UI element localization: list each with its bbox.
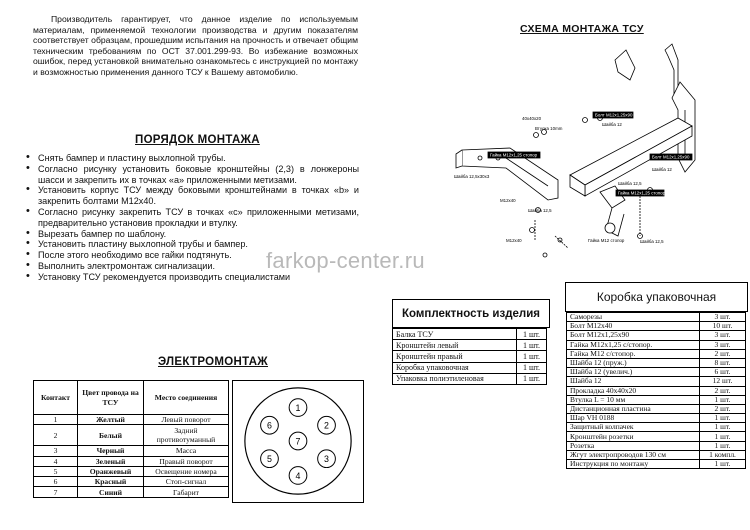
pin-cell: 4 — [34, 456, 78, 466]
scheme-label: Шайба 12,5х30х3 — [454, 174, 490, 179]
qty-cell: 12 шт. — [700, 377, 746, 386]
scheme-label: Шайба 12 — [652, 167, 672, 172]
scheme-label: М12х40 — [500, 198, 516, 203]
qty-cell: 1 шт. — [700, 441, 746, 450]
qty-cell: 1 шт. — [517, 329, 547, 340]
scheme-label: Гайка М12х1,25 стопор — [490, 152, 538, 158]
item-cell: Втулка L = 10 мм — [567, 395, 700, 404]
table-row — [34, 415, 229, 425]
scheme-label: М12х40 — [506, 238, 522, 243]
table-row — [567, 377, 746, 386]
connection-cell: Левый поворот — [144, 415, 229, 425]
qty-cell: 1 шт. — [700, 423, 746, 432]
completeness-title: Комплектность изделия — [392, 299, 550, 328]
item-cell: Шайба 12 (увелич.) — [567, 368, 700, 377]
item-cell: Болт М12х40 — [567, 322, 700, 331]
item-cell: Шар VH 0188 — [567, 414, 700, 423]
electro-title: ЭЛЕКТРОМОНТАЖ — [158, 356, 269, 368]
table-row — [393, 373, 547, 384]
scheme-label: Шайба 12,5 — [528, 208, 552, 213]
scheme-label: Шайба 12 — [602, 122, 622, 127]
assembly-title: ПОРЯДОК МОНТАЖА — [135, 134, 260, 146]
wire-color-cell: Желтый — [78, 415, 144, 425]
scheme-label: Шайба 12,5 — [640, 239, 664, 244]
pin-number: 1 — [295, 403, 301, 414]
table-row — [34, 446, 229, 456]
item-cell: Гайка М12 с/стопор. — [567, 349, 700, 358]
connection-cell: Габарит — [144, 487, 229, 497]
intro-paragraph: Производитель гарантирует, что данное изделие по используемым материалам, применяемой технологии производства и другим показателям соответствует образцам, прошедшим испытания на прочность и отвечает общим техническим требованиям по ОСТ 37.001.299-93. Во избежание возможных ошибок, перед установкой внимательно ознакомьтесь с инструкцией по монтажу и возможностью применения данного ТСУ к Вашему автомобилю. — [33, 14, 358, 77]
qty-cell: 1 шт. — [700, 460, 746, 469]
qty-cell: 1 шт. — [700, 432, 746, 441]
assembly-step: • Снять бампер и пластину выхлопной трубы. — [24, 153, 359, 164]
qty-cell: 1 шт. — [517, 362, 547, 373]
pin-cell: 2 — [34, 425, 78, 446]
table-row — [567, 340, 746, 349]
item-cell: Защитный колпачек — [567, 423, 700, 432]
qty-cell: 2 шт. — [700, 349, 746, 358]
qty-cell: 2 шт. — [700, 404, 746, 413]
table-header-row — [34, 381, 229, 415]
item-cell: Шайба 12 (пруж.) — [567, 358, 700, 367]
qty-cell: 3 шт. — [700, 313, 746, 322]
table-row — [393, 329, 547, 340]
qty-cell: 1 шт. — [700, 414, 746, 423]
scheme-label: Втулка 10mm — [535, 126, 563, 131]
wire-color-cell: Белый — [78, 425, 144, 446]
watermark: farkop-center.ru — [266, 248, 425, 273]
assembly-step: • Установить корпус ТСУ между боковыми кронштейнами в точках «b» и закрепить болтами М12х40. — [24, 185, 359, 207]
column-header: Место соединения — [144, 381, 229, 415]
scheme-label: Гайка М12х1,25 стопор — [618, 190, 666, 196]
table-row — [34, 456, 229, 466]
scheme-label: Болт М12х1,25х90 — [595, 112, 633, 118]
pin-number: 3 — [324, 454, 329, 465]
item-cell: Балка ТСУ — [393, 329, 517, 340]
connection-cell: Стоп-сигнал — [144, 477, 229, 487]
assembly-step: • Согласно рисунку установить боковые кронштейны (2,3) в лонжероны шасси и закрепить их в точках «а» приложенными метизами. — [24, 164, 359, 186]
box-contents-title: Коробка упаковочная — [565, 282, 748, 312]
qty-cell: 3 шт. — [700, 340, 746, 349]
item-cell: Розетка — [567, 441, 700, 450]
wire-color-cell: Красный — [78, 477, 144, 487]
scheme-title: СХЕМА МОНТАЖА ТСУ — [520, 23, 644, 35]
table-row — [567, 460, 746, 469]
installation-diagram — [440, 40, 750, 285]
table-row — [393, 351, 547, 362]
table-row — [567, 423, 746, 432]
wiring-table — [33, 380, 229, 498]
table-row — [34, 466, 229, 476]
pin-number: 7 — [295, 436, 301, 447]
pin-number: 5 — [267, 454, 272, 465]
qty-cell: 6 шт. — [700, 368, 746, 377]
pin-number: 6 — [267, 420, 272, 431]
qty-cell: 1 компл. — [700, 450, 746, 459]
table-row — [34, 487, 229, 497]
pin-number: 2 — [324, 420, 329, 431]
table-row — [34, 477, 229, 487]
qty-cell: 1 шт. — [517, 373, 547, 384]
qty-cell: 1 шт. — [517, 351, 547, 362]
scheme-label: Болт М12х1,25х90 — [652, 154, 690, 160]
pin-cell: 7 — [34, 487, 78, 497]
qty-cell: 8 шт. — [700, 358, 746, 367]
item-cell: Саморезы — [567, 313, 700, 322]
item-cell: Жгут электропроводов 130 см — [567, 450, 700, 459]
scheme-label: Шайба 12,5 — [618, 181, 642, 186]
assembly-step: • Установить пластину выхлопной трубы и бампер. — [24, 239, 359, 250]
completeness-table — [392, 328, 547, 385]
table-row — [34, 425, 229, 446]
connection-cell: Задний противотуманный — [144, 425, 229, 446]
wire-color-cell: Зеленый — [78, 456, 144, 466]
wire-color-cell: Синий — [78, 487, 144, 497]
qty-cell: 1 шт. — [700, 395, 746, 404]
scheme-label: Гайка М12 стопор — [588, 238, 625, 243]
socket-pinout-diagram — [232, 380, 364, 503]
column-header: Контакт — [34, 381, 78, 415]
qty-cell: 3 шт. — [700, 331, 746, 340]
item-cell: Болт М12х1,25х90 — [567, 331, 700, 340]
qty-cell: 2 шт. — [700, 386, 746, 395]
pin-cell: 1 — [34, 415, 78, 425]
connection-cell: Масса — [144, 446, 229, 456]
scheme-label: 40х40х20 — [522, 116, 542, 121]
pin-cell: 3 — [34, 446, 78, 456]
table-row — [567, 441, 746, 450]
assembly-step: • После этого необходимо все гайки подтянуть. — [24, 250, 359, 261]
item-cell: Кронштейн розетки — [567, 432, 700, 441]
assembly-step: • Согласно рисунку закрепить ТСУ в точках «с» приложенными метизами, предварительно установив прокладки и втулку. — [24, 207, 359, 229]
item-cell: Упаковка полиэтиленовая — [393, 373, 517, 384]
table-row — [567, 395, 746, 404]
box-contents-table — [566, 312, 746, 469]
table-row — [567, 331, 746, 340]
assembly-step: • Установку ТСУ рекомендуется производить специалистами — [24, 272, 359, 283]
item-cell: Дистанционная пластина — [567, 404, 700, 413]
column-header: Цвет провода на ТСУ — [78, 381, 144, 415]
pin-number: 4 — [295, 470, 301, 481]
wire-color-cell: Оранжевый — [78, 466, 144, 476]
connection-cell: Правый поворот — [144, 456, 229, 466]
item-cell: Прокладка 40х40х20 — [567, 386, 700, 395]
qty-cell: 10 шт. — [700, 322, 746, 331]
connection-cell: Освещение номера — [144, 466, 229, 476]
item-cell: Кронштейн левый — [393, 340, 517, 351]
item-cell: Кронштейн правый — [393, 351, 517, 362]
qty-cell: 1 шт. — [517, 340, 547, 351]
item-cell: Гайка М12х1,25 с/стопор. — [567, 340, 700, 349]
assembly-step: • Вырезать бампер по шаблону. — [24, 229, 359, 240]
item-cell: Шайба 12 — [567, 377, 700, 386]
table-row — [567, 386, 746, 395]
pin-cell: 5 — [34, 466, 78, 476]
table-row — [393, 362, 547, 373]
item-cell: Коробка упаковочная — [393, 362, 517, 373]
table-row — [567, 432, 746, 441]
table-row — [393, 340, 547, 351]
item-cell: Инструкция по монтажу — [567, 460, 700, 469]
wire-color-cell: Черный — [78, 446, 144, 456]
assembly-step: • Выполнить электромонтаж сигнализации. — [24, 261, 359, 272]
pin-cell: 6 — [34, 477, 78, 487]
